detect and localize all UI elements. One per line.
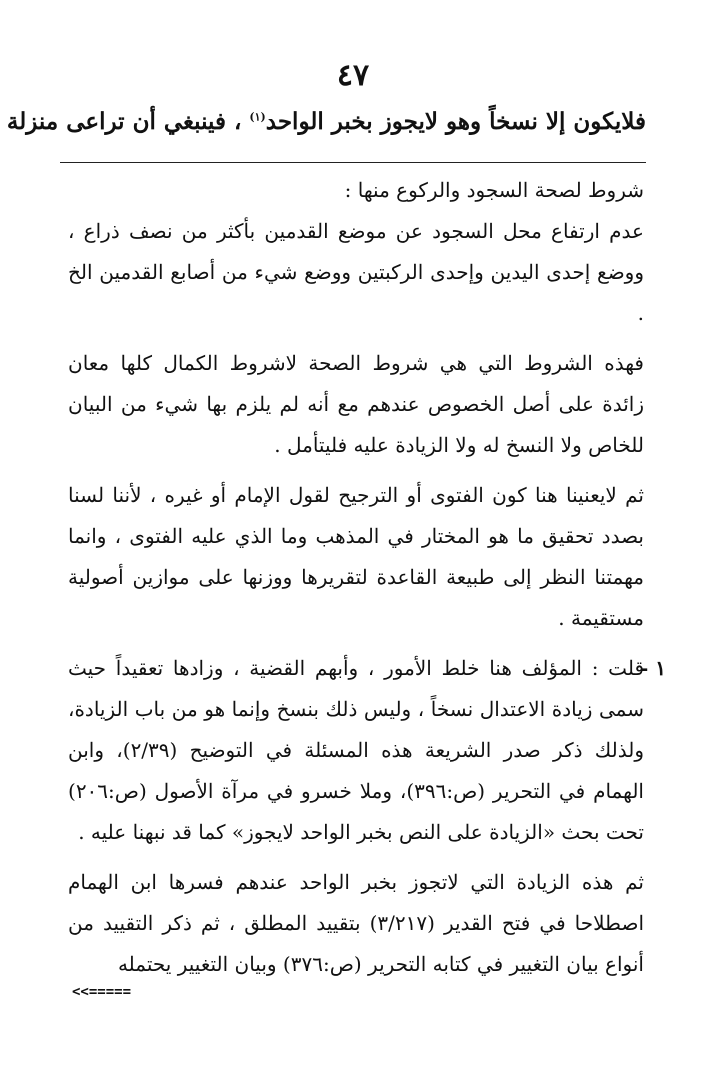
footnote-paragraph: ثم هذه الزيادة التي لاتجوز بخبر الواحد عندهم فسرها ابن الهمام اصطلاحا في فتح القدير (٣/٢١٧) بتقييد المطلق ، ثم ذكر التقييد من أنواع بيان التغيير في كتابه التحرير (ص:٣٧٦) وبيان التغيير يحتمله bbox=[68, 870, 645, 976]
footnote-reference: (١) bbox=[249, 110, 266, 124]
header-text-before: فلايكون إلا نسخاً وهو لايجوز بخبر الواحد bbox=[265, 108, 646, 135]
paragraph: فهذه الشروط التي هي شروط الصحة لاشروط الكمال كلها معان زائدة على أصل الخصوص عندهم مع أنه لم يلزم بها شيء من البيان للخاص ولا النسخ له ولا الزيادة عليه فليتأمل . bbox=[68, 351, 644, 457]
footnote-separator bbox=[60, 162, 646, 163]
running-text-line bbox=[6, 108, 646, 135]
paragraph: ثم لايعنينا هنا كون الفتوى أو الترجيح لقول الإمام أو غيره ، لأننا لسنا بصدد تحقيق ما هو المختار في المذهب وما الذي عليه الفتوى ، وانما مهمتنا النظر إلى طبيعة القاعدة لتقريرها ووزنها على موازين أصولية مستقيمة . bbox=[68, 483, 644, 630]
header-text-after: ، فينبغي أن تراعى منزلة bbox=[6, 108, 250, 135]
paragraph: شروط لصحة السجود والركوع منها : bbox=[344, 178, 644, 202]
footnote-paragraph: قلت : المؤلف هنا خلط الأمور ، وأبهم القضية ، وزادها تعقيداً حيث سمى زيادة الاعتدال نسخاً ، وليس ذلك بنسخ وإنما هو من باب الزيادة، ولذلك ذكر صدر الشريعة هذه المسئلة في التوضيح (٢/٣٩)، وابن الهمام في التحرير (ص:٣٩٦)، وملا خسرو في مرآة الأصول (ص:٢٠٦) تحت بحث «الزيادة على النص بخبر الواحد لايجوز» كما قد نبهنا عليه . bbox=[68, 656, 645, 844]
footnote-marker: ١ - bbox=[639, 656, 666, 680]
continuation-mark: <<===== bbox=[72, 984, 132, 1000]
footnote-item bbox=[68, 648, 666, 853]
page-number: ٤٧ bbox=[336, 58, 370, 93]
footnote-area bbox=[68, 170, 666, 985]
paragraph: عدم ارتفاع محل السجود عن موضع القدمين بأكثر من نصف ذراع ، ووضع إحدى اليدين وإحدى الركبتين ووضع شيء من أصابع القدمين الخ . bbox=[68, 219, 644, 325]
